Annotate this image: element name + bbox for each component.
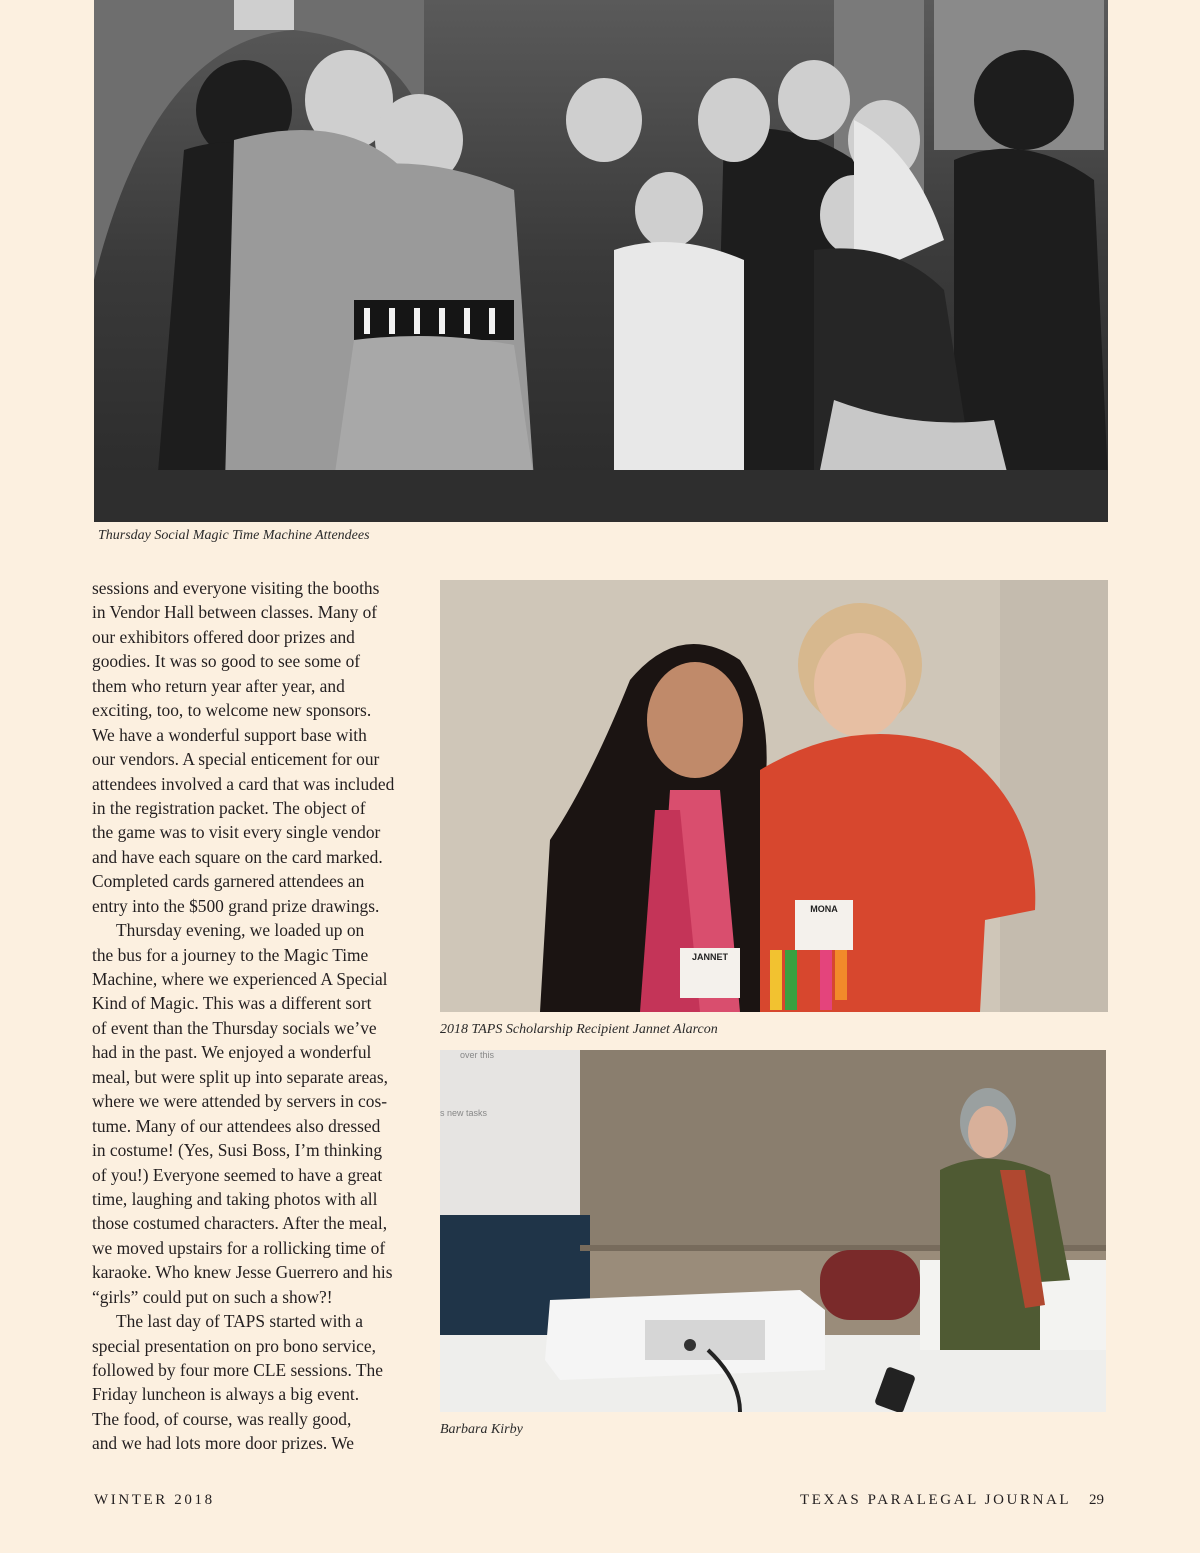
- article-line: The last day of TAPS started with a: [116, 1311, 364, 1332]
- badge-name-left: JANNET: [691, 952, 729, 962]
- footer-journal-name: TEXAS PARALEGAL JOURNAL: [800, 1492, 1072, 1508]
- article-line: our vendors. A special enticement for our: [92, 749, 380, 770]
- article-line: Kind of Magic. This was a different sort: [92, 993, 372, 1014]
- screen-text-2: s new tasks: [440, 1108, 488, 1118]
- article-line: exciting, too, to welcome new sponsors.: [92, 700, 372, 721]
- caption-middle-photo: 2018 TAPS Scholarship Recipient Jannet Alarcon: [440, 1022, 718, 1037]
- article-line: sessions and everyone visiting the booths: [92, 578, 380, 598]
- article-line: we moved upstairs for a rollicking time of: [92, 1237, 386, 1258]
- article-line: had in the past. We enjoyed a wonderful: [92, 1042, 372, 1063]
- article-line: goodies. It was so good to see some of: [92, 651, 361, 672]
- article-line: Friday luncheon is always a big event.: [92, 1384, 360, 1405]
- caption-bottom-photo: Barbara Kirby: [440, 1422, 523, 1437]
- article-line: the bus for a journey to the Magic Time: [92, 944, 369, 965]
- article-line: them who return year after year, and: [92, 675, 345, 696]
- article-column: [92, 576, 424, 1456]
- badge-name-right: MONA: [810, 904, 838, 914]
- article-line: karaoke. Who knew Jesse Guerrero and his: [92, 1262, 393, 1283]
- article-line: those costumed characters. After the meal,: [92, 1213, 388, 1234]
- article-line: tume. Many of our attendees also dressed: [92, 1115, 381, 1136]
- article-line: our exhibitors offered door prizes and: [92, 626, 355, 647]
- page-number: 29: [1089, 1492, 1104, 1508]
- article-line: in costume! (Yes, Susi Boss, I’m thinking: [92, 1140, 383, 1161]
- screen-text-1: over this: [460, 1050, 495, 1060]
- article-line: Completed cards garnered attendees an: [92, 871, 365, 892]
- article-line: meal, but were split up into separate areas,: [92, 1066, 389, 1087]
- article-line: special presentation on pro bono service,: [92, 1335, 376, 1356]
- article-line: where we were attended by servers in cos-: [92, 1091, 388, 1112]
- photo-barbara-kirby: [440, 1050, 1106, 1412]
- article-line: entry into the $500 grand prize drawings.: [92, 895, 380, 916]
- footer-issue: WINTER 2018: [94, 1492, 215, 1508]
- article-line: followed by four more CLE sessions. The: [92, 1360, 383, 1380]
- article-line: We have a wonderful support base with: [92, 724, 367, 745]
- article-line: of event than the Thursday socials we’ve: [92, 1017, 377, 1038]
- article-line: the game was to visit every single vendor: [92, 822, 381, 843]
- caption-top-photo: Thursday Social Magic Time Machine Attendees: [98, 528, 370, 543]
- article-line: Thursday evening, we loaded up on: [116, 920, 365, 941]
- article-line: The food, of course, was really good,: [92, 1408, 352, 1429]
- photo-magic-time-machine-attendees: [94, 0, 1108, 522]
- article-line: and have each square on the card marked.: [92, 846, 383, 867]
- article-line: in Vendor Hall between classes. Many of: [92, 602, 378, 623]
- article-line: “girls” could put on such a show?!: [92, 1286, 333, 1307]
- article-line: of you!) Everyone seemed to have a great: [92, 1164, 383, 1185]
- article-line: attendees involved a card that was included: [92, 773, 395, 794]
- article-line: time, laughing and taking photos with all: [92, 1188, 378, 1209]
- photo-scholarship-recipient: [440, 580, 1108, 1012]
- article-line: and we had lots more door prizes. We: [92, 1433, 354, 1454]
- article-line: Machine, where we experienced A Special: [92, 969, 388, 989]
- article-line: in the registration packet. The object of: [92, 797, 366, 818]
